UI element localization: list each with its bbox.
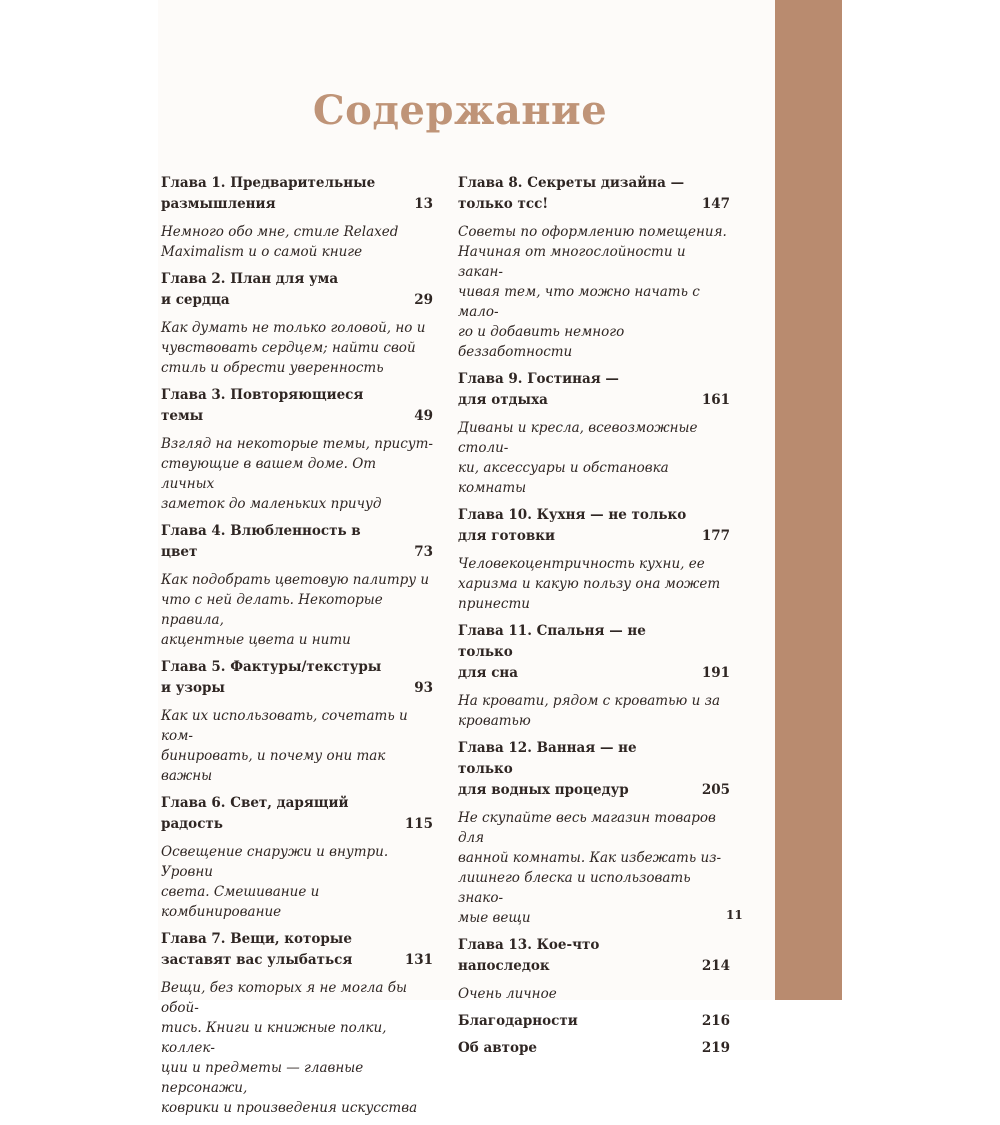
- toc-entry-description: [161, 222, 433, 262]
- toc-entry-page-number: 29: [414, 292, 433, 308]
- toc-entry-title-line: Глава 7. Вещи, которые: [161, 931, 352, 947]
- toc-entry-title-line: Благодарности: [458, 1013, 578, 1029]
- toc-entry-description: [161, 318, 433, 378]
- toc-entry-description: [458, 222, 730, 362]
- toc-entry-description: [458, 691, 730, 731]
- toc-entry-heading: [458, 1011, 730, 1032]
- toc-entry-heading: [161, 793, 433, 835]
- toc-entry-description-line: ванной комнаты. Как избежать из-: [458, 850, 722, 866]
- toc-entry[interactable]: [161, 173, 433, 262]
- toc-entry[interactable]: [161, 929, 433, 1118]
- toc-entry-description-line: Немного обо мне, стиле Relaxed: [161, 224, 399, 240]
- toc-entry-description-line: заметок до маленьких причуд: [161, 496, 382, 512]
- toc-entry-description-line: принести: [458, 596, 530, 612]
- toc-entry[interactable]: [161, 521, 433, 650]
- toc-entry-page-number: 131: [404, 952, 433, 968]
- toc-entry-title-line: Об авторе: [458, 1040, 537, 1056]
- toc-entry-description: [458, 418, 730, 498]
- toc-entry-title-line: для сна: [458, 665, 519, 681]
- toc-entry[interactable]: [458, 173, 730, 362]
- toc-entry-description-line: акцентные цвета и нити: [161, 632, 351, 648]
- toc-entry-page-number: 219: [701, 1040, 730, 1056]
- toc-entry-description-line: тись. Книги и книжные полки, коллек-: [161, 1020, 387, 1056]
- toc-entry-page-number: 13: [414, 196, 433, 212]
- toc-entry-heading: [161, 385, 433, 427]
- toc-entry-title-line: для готовки: [458, 528, 555, 544]
- toc-entry-title-line: Глава 4. Влюбленность в цвет: [161, 523, 361, 560]
- decorative-side-strip: [775, 0, 842, 1000]
- toc-entry-description-line: Как их использовать, сочетать и ком-: [161, 708, 408, 744]
- toc-entry-title-line: Глава 1. Предварительные: [161, 175, 376, 191]
- toc-entry-description-line: харизма и какую пользу она может: [458, 576, 721, 592]
- toc-entry-heading: [458, 505, 730, 547]
- toc-entry-description-line: бинировать, и почему они так важны: [161, 748, 386, 784]
- toc-entry[interactable]: [161, 269, 433, 378]
- toc-entry[interactable]: [161, 793, 433, 922]
- toc-entry-description-line: лишнего блеска и использовать знако-: [458, 870, 691, 906]
- toc-entry-description-line: ствующие в вашем доме. От личных: [161, 456, 377, 492]
- toc-entry-title-line: Глава 5. Фактуры/текстуры: [161, 659, 382, 675]
- toc-entry-heading: [161, 173, 433, 215]
- toc-entry-title-line: для отдыха: [458, 392, 548, 408]
- toc-entry-heading: [161, 521, 433, 563]
- toc-entry-heading: [458, 621, 730, 684]
- toc-entry-description-line: света. Смешивание и комбинирование: [161, 884, 320, 920]
- toc-entry-heading: [458, 369, 730, 411]
- toc-entry-title-line: Глава 6. Свет, дарящий: [161, 795, 349, 811]
- toc-entry[interactable]: [161, 657, 433, 786]
- page-number: 11: [726, 908, 743, 922]
- toc-entry[interactable]: [458, 369, 730, 498]
- toc-entry-page-number: 49: [414, 408, 433, 424]
- toc-entry-description: [161, 842, 433, 922]
- toc-entry-page-number: 115: [404, 816, 433, 832]
- toc-entry[interactable]: [458, 738, 730, 928]
- toc-entry-title-line: и сердца: [161, 292, 230, 308]
- toc-entry-description-line: Освещение снаружи и внутри. Уровни: [161, 844, 389, 880]
- toc-column-left: [161, 173, 433, 1125]
- toc-entry-description-line: ции и предметы — главные персонажи,: [161, 1060, 364, 1096]
- toc-entry-description-line: кроватью: [458, 713, 531, 729]
- toc-entry[interactable]: [458, 505, 730, 614]
- toc-column-right: [458, 173, 730, 1065]
- toc-entry-title-line: Глава 12. Ванная — не только: [458, 740, 637, 777]
- toc-entry-title-line: Глава 13. Кое-что напоследок: [458, 937, 600, 974]
- toc-entry-description-line: Как подобрать цветовую палитру и: [161, 572, 430, 588]
- toc-entry-description-line: Человекоцентричность кухни, ее: [458, 556, 705, 572]
- toc-entry-title-line: Глава 11. Спальня — не только: [458, 623, 646, 660]
- toc-entry-heading: [161, 269, 433, 311]
- toc-entry-title-line: радость: [161, 816, 223, 832]
- toc-entry-page-number: 177: [701, 528, 730, 544]
- toc-entry-description: [161, 570, 433, 650]
- toc-entry-page-number: 93: [414, 680, 433, 696]
- toc-entry-description-line: Начиная от многослойности и закан-: [458, 244, 686, 280]
- toc-entry-title-line: заставят вас улыбаться: [161, 952, 353, 968]
- toc-entry-description-line: что с ней делать. Некоторые правила,: [161, 592, 383, 628]
- toc-entry-description-line: Диваны и кресла, всевозможные столи-: [458, 420, 698, 456]
- toc-entry-description: [161, 706, 433, 786]
- toc-entry-description: [161, 434, 433, 514]
- toc-entry-page-number: 191: [701, 665, 730, 681]
- toc-entry-page-number: 161: [701, 392, 730, 408]
- toc-entry-description-line: чивая тем, что можно начать с мало-: [458, 284, 700, 320]
- toc-entry-description-line: Не скупайте весь магазин товаров для: [458, 810, 716, 846]
- toc-entry-heading: [458, 738, 730, 801]
- toc-entry-description-line: Maximalism и о самой книге: [161, 244, 363, 260]
- toc-entry-description-line: На кровати, рядом с кроватью и за: [458, 693, 720, 709]
- toc-entry-title-line: только тсс!: [458, 196, 549, 212]
- toc-entry-title-line: и узоры: [161, 680, 225, 696]
- toc-entry-page-number: 216: [701, 1013, 730, 1029]
- toc-entry-page-number: 147: [701, 196, 730, 212]
- toc-entry-title-line: для водных процедур: [458, 782, 629, 798]
- toc-entry[interactable]: [161, 385, 433, 514]
- toc-entry[interactable]: [458, 621, 730, 731]
- toc-entry-description: [458, 554, 730, 614]
- toc-entry-description-line: Вещи, без которых я не могла бы обой-: [161, 980, 407, 1016]
- toc-entry-page-number: 205: [701, 782, 730, 798]
- toc-entry-description-line: Взгляд на некоторые темы, присут-: [161, 436, 433, 452]
- toc-entry-description-line: мые вещи: [458, 910, 531, 926]
- toc-entry-title-line: Глава 10. Кухня — не только: [458, 507, 687, 523]
- toc-entry-description-line: го и добавить немного беззаботности: [458, 324, 625, 360]
- toc-entry-description-line: коврики и произведения искусства: [161, 1100, 418, 1116]
- toc-entry-description-line: Советы по оформлению помещения.: [458, 224, 727, 240]
- toc-entry-heading: [458, 935, 730, 977]
- toc-entry-description: [458, 808, 730, 928]
- toc-entry-page-number: 73: [414, 544, 433, 560]
- toc-entry-description: [161, 978, 433, 1118]
- toc-entry-heading: [161, 929, 433, 971]
- toc-entry-description-line: чувствовать сердцем; найти свой: [161, 340, 416, 356]
- toc-entry-description: [458, 984, 730, 1004]
- toc-entry-title-line: Глава 9. Гостиная —: [458, 371, 619, 387]
- toc-entry[interactable]: [458, 1011, 730, 1032]
- toc-entry-heading: [161, 657, 433, 699]
- toc-entry-description-line: стиль и обрести уверенность: [161, 360, 384, 376]
- toc-entry-description-line: ки, аксессуары и обстановка комнаты: [458, 460, 669, 496]
- page-title: Содержание: [312, 87, 608, 134]
- toc-entry[interactable]: [458, 1038, 730, 1059]
- toc-entry-description-line: Как думать не только головой, но и: [161, 320, 426, 336]
- toc-entry-page-number: 214: [701, 958, 730, 974]
- toc-entry-heading: [458, 173, 730, 215]
- toc-entry-title-line: Глава 2. План для ума: [161, 271, 339, 287]
- toc-entry-title-line: Глава 3. Повторяющиеся темы: [161, 387, 364, 424]
- toc-entry-title-line: Глава 8. Секреты дизайна —: [458, 175, 685, 191]
- toc-entry-description-line: Очень личное: [458, 986, 557, 1002]
- toc-entry-title-line: размышления: [161, 196, 276, 212]
- toc-entry-heading: [458, 1038, 730, 1059]
- toc-entry[interactable]: [458, 935, 730, 1004]
